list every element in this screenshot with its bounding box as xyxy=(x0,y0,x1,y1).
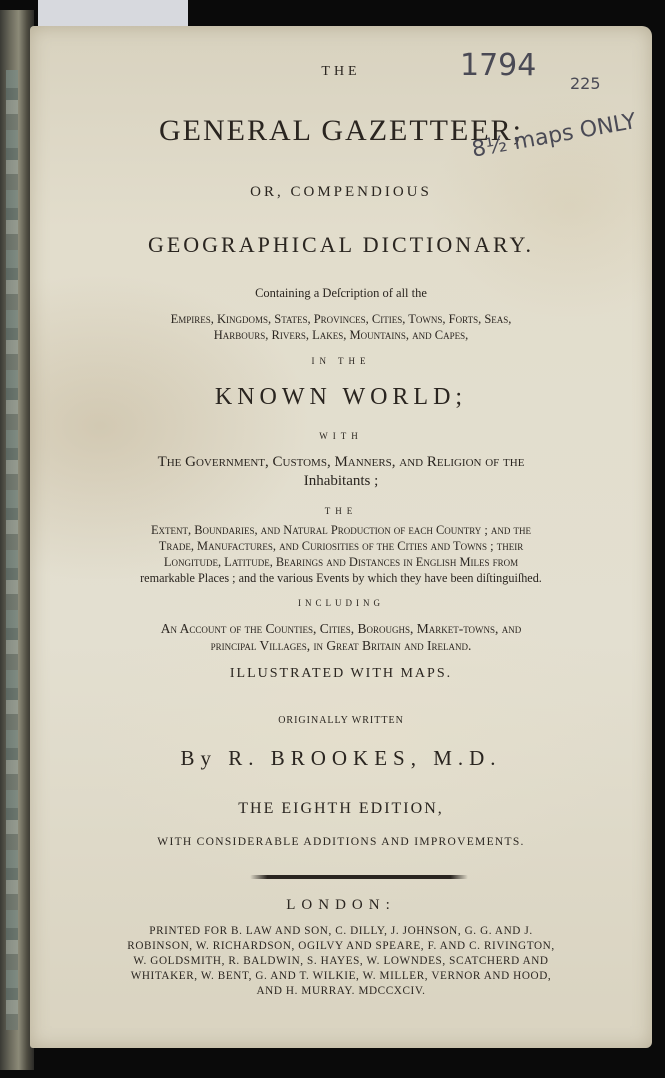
book-spine xyxy=(0,10,34,1070)
paper-tab xyxy=(38,0,188,26)
originally-written: ORIGINALLY WRITTEN xyxy=(278,715,404,726)
including-line: INCLUDING xyxy=(298,598,384,608)
handwritten-year: 1794 xyxy=(460,48,537,83)
extent-line-3: Longitude, Latitude, Bearings and Distances in Engliſh Miles from xyxy=(163,555,519,569)
extent-line-4: remarkable Places ; and the various Events by which they have been diſtinguiſhed. xyxy=(140,571,542,585)
imprint-line-1: PRINTED FOR B. LAW AND SON, C. DILLY, J. JOHNSON, G. G. AND J. xyxy=(149,925,533,937)
title-page xyxy=(30,26,652,1048)
decorative-rule xyxy=(250,875,468,879)
the-heading: THE xyxy=(321,64,361,79)
or-line: OR, COMPENDIOUS xyxy=(250,184,432,200)
imprint-line-3: W. GOLDSMITH, R. BALDWIN, S. HAYES, W. LOWNDES, SCATCHERD AND xyxy=(133,955,549,967)
in-the-line: IN THE xyxy=(311,356,371,366)
subtitle: GEOGRAPHICAL DICTIONARY. xyxy=(147,232,535,257)
description-line-2: Harbours, Rivers, Lakes, Mountains, and Capes, xyxy=(213,328,469,342)
the-line: THE xyxy=(324,506,358,516)
handwritten-number: 225 xyxy=(570,74,601,93)
with-line: WITH xyxy=(319,431,363,441)
imprint-line-2: ROBINSON, W. RICHARDSON, OGILVY AND SPEARE, F. AND C. RIVINGTON, xyxy=(127,940,555,952)
account-line-2: principal Villages, in Great Britain and Ireland. xyxy=(210,638,472,653)
description-line-1: Empires, Kingdoms, States, Provinces, Cities, Towns, Forts, Seas, xyxy=(170,312,512,326)
extent-line-2: Trade, Manufactures, and Curiosities of the Cities and Towns ; their xyxy=(158,539,524,553)
government-line-2: Inhabitants ; xyxy=(303,473,379,489)
author-line: By R. BROOKES, M.D. xyxy=(180,746,502,770)
imprint-line-4: WHITAKER, W. BENT, G. AND T. WILKIE, W. MILLER, VERNOR AND HOOD, xyxy=(130,970,552,982)
imprint-line-5: AND H. MURRAY. MDCCXCIV. xyxy=(256,985,426,997)
extent-line-1: Extent, Boundaries, and Natural Production of each Country ; and the xyxy=(150,523,532,537)
city-line: LONDON: xyxy=(286,897,396,913)
handwritten-maps-note: 8½ maps ONLY xyxy=(470,109,639,163)
known-world: KNOWN WORLD; xyxy=(214,384,468,410)
additions-line: WITH CONSIDERABLE ADDITIONS AND IMPROVEMENTS. xyxy=(157,836,525,848)
illustrated-line: ILLUSTRATED WITH MAPS. xyxy=(229,666,453,681)
spine-binding xyxy=(6,70,18,1030)
government-line-1: The Government, Customs, Manners, and Religion of the xyxy=(157,454,525,470)
containing-line: Containing a Deſcription of all the xyxy=(255,286,427,300)
main-title: GENERAL GAZETTEER; xyxy=(159,114,523,147)
account-line-1: An Account of the Counties, Cities, Boroughs, Market-towns, and xyxy=(160,621,522,636)
edition-line: THE EIGHTH EDITION, xyxy=(238,800,444,817)
